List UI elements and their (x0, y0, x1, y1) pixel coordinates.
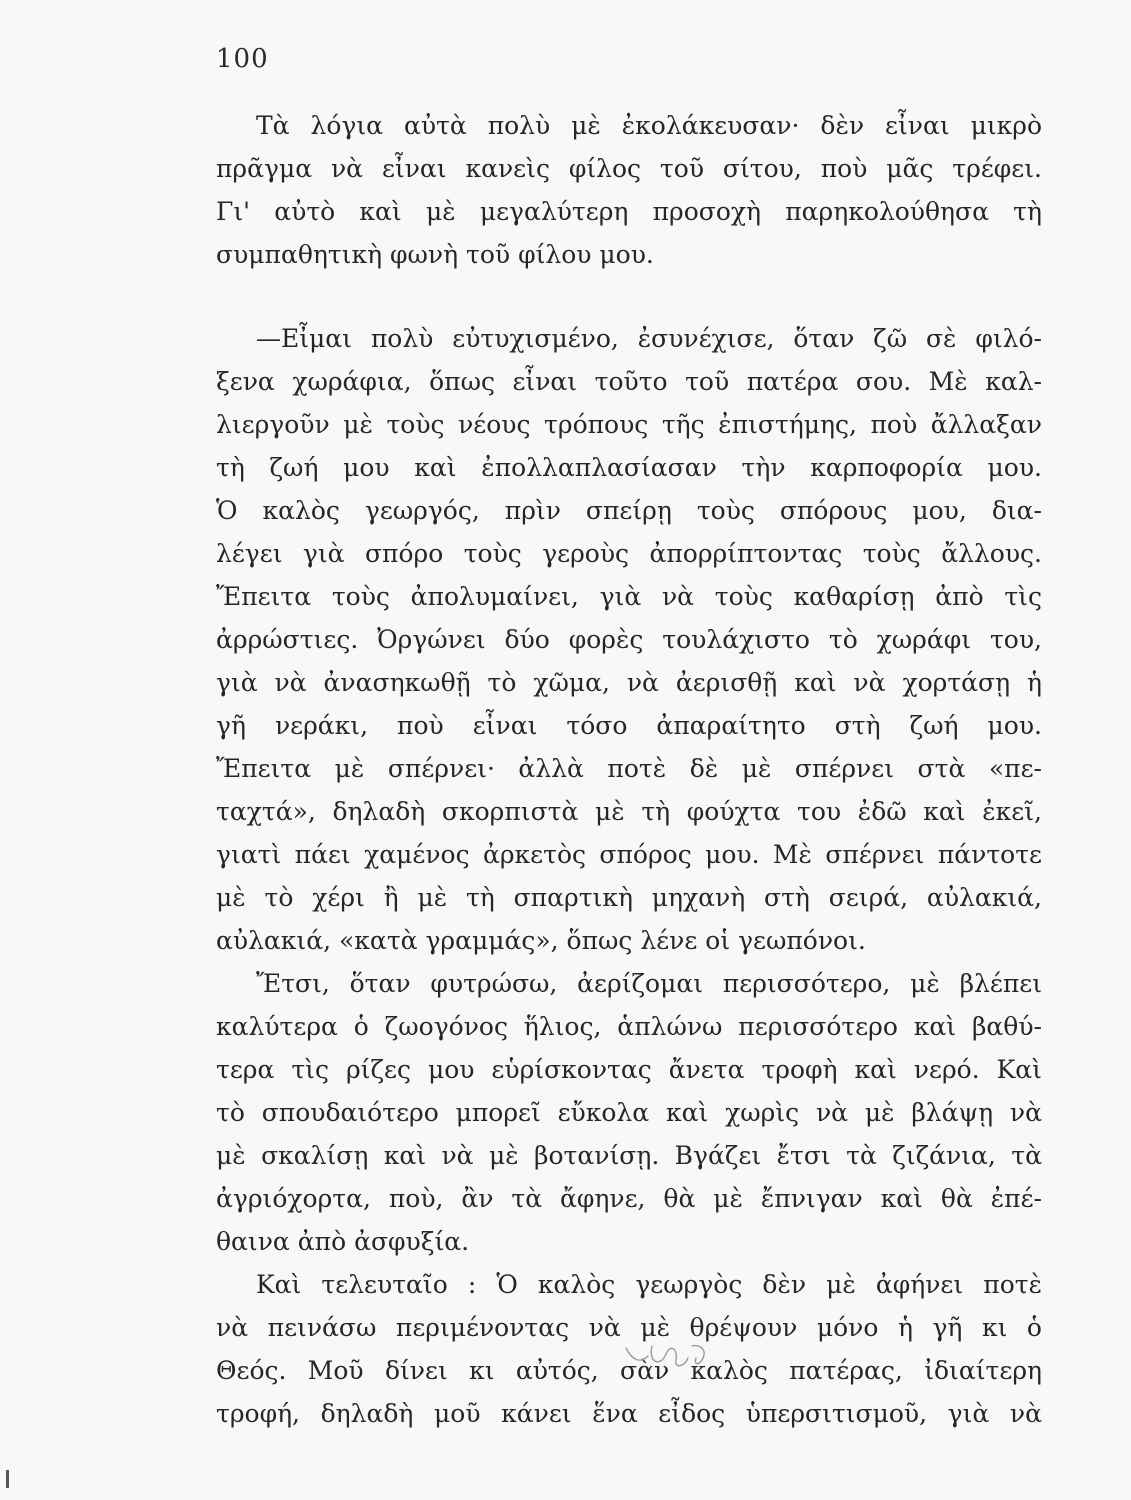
text-line: ταχτά», δηλαδὴ σκορπιστὰ μὲ τὴ φούχτα του ἐδῶ καὶ ἐκεῖ, (216, 797, 1042, 826)
text-line: τὸ σπουδαιότερο μπορεῖ εὔκολα καὶ χωρὶς νὰ μὲ βλάψῃ νὰ (216, 1098, 1042, 1127)
text-line: πρᾶγμα νὰ εἶναι κανεὶς φίλος τοῦ σίτου, ποὺ μᾶς τρέφει. (216, 154, 1042, 183)
text-line: νὰ πεινάσω περιμένοντας νὰ μὲ θρέψουν μόνο ἡ γῆ κι ὁ (216, 1313, 1042, 1342)
text-line: ἀγριόχορτα, ποὺ, ἂν τὰ ἄφηνε, θὰ μὲ ἔπνιγαν καὶ θὰ ἐπέ- (216, 1184, 1042, 1213)
text-line: ἀρρώστιες. Ὀργώνει δύο φορὲς τουλάχιστο τὸ χωράφι του, (216, 625, 1042, 654)
text-line: Ἔπειτα μὲ σπέρνει· ἀλλὰ ποτὲ δὲ μὲ σπέρνει στὰ «πε- (216, 754, 1042, 783)
text-line: Ἔπειτα τοὺς ἀπολυμαίνει, γιὰ νὰ τοὺς καθαρίσῃ ἀπὸ τὶς (216, 582, 1042, 611)
text-line: —Εἶμαι πολὺ εὐτυχισμένο, ἐσυνέχισε, ὅταν ζῶ σὲ φιλό- (256, 324, 1042, 353)
text-line: συμπαθητικὴ φωνὴ τοῦ φίλου μου. (216, 240, 654, 269)
text-line: τροφή, δηλαδὴ μοῦ κάνει ἕνα εἶδος ὑπερσιτισμοῦ, γιὰ νὰ (216, 1399, 1042, 1428)
text-line: ξενα χωράφια, ὅπως εἶναι τοῦτο τοῦ πατέρα σου. Μὲ καλ- (216, 367, 1042, 396)
text-line: καλύτερα ὁ ζωογόνος ἥλιος, ἁπλώνω περισσότερο καὶ βαθύ- (216, 1012, 1042, 1041)
text-line: Καὶ τελευταῖο : Ὁ καλὸς γεωργὸς δὲν μὲ ἀφήνει ποτὲ (256, 1270, 1042, 1299)
text-line: γιὰ νὰ ἀνασηκωθῇ τὸ χῶμα, νὰ ἀερισθῇ καὶ νὰ χορτάσῃ ἡ (216, 668, 1042, 697)
text-line: μὲ σκαλίσῃ καὶ νὰ μὲ βοτανίσῃ. Βγάζει ἔτσι τὰ ζιζάνια, τὰ (216, 1141, 1042, 1170)
text-line: Γι' αὐτὸ καὶ μὲ μεγαλύτερη προσοχὴ παρηκολούθησα τὴ (216, 197, 1042, 226)
paragraph-1 (216, 104, 1042, 276)
text-line: Τὰ λόγια αὐτὰ πολὺ μὲ ἐκολάκευσαν· δὲν εἶναι μικρὸ (256, 111, 1042, 140)
text-line: γῆ νεράκι, ποὺ εἶναι τόσο ἀπαραίτητο στὴ ζωή μου. (216, 711, 1042, 740)
text-line: τὴ ζωή μου καὶ ἐπολλαπλασίασαν τὴν καρποφορία μου. (216, 453, 1042, 482)
text-line: Ὁ καλὸς γεωργός, πρὶν σπείρῃ τοὺς σπόρους μου, δια- (216, 496, 1042, 525)
body-text (216, 104, 1042, 1435)
text-line: μὲ τὸ χέρι ἢ μὲ τὴ σπαρτικὴ μηχανὴ στὴ σειρά, αὐλακιά, (216, 883, 1042, 912)
text-line: Ἔτσι, ὅταν φυτρώσω, ἀερίζομαι περισσότερο, μὲ βλέπει (256, 969, 1042, 998)
paragraph-gap (216, 276, 1042, 317)
text-line: αὐλακιά, «κατὰ γραμμάς», ὅπως λένε οἱ γεωπόνοι. (216, 926, 866, 955)
margin-speck (6, 1470, 9, 1488)
text-line: Θεός. Μοῦ δίνει κι αὐτός, σὰν καλὸς πατέρας, ἰδιαίτερη (216, 1356, 1042, 1385)
paragraph-3 (216, 962, 1042, 1263)
pencil-scribble-icon (622, 1338, 712, 1372)
page-number: 100 (216, 44, 269, 74)
text-line: λιεργοῦν μὲ τοὺς νέους τρόπους τῆς ἐπιστήμης, ποὺ ἄλλαξαν (216, 410, 1042, 439)
text-line: γιατὶ πάει χαμένος ἀρκετὸς σπόρος μου. Μὲ σπέρνει πάντοτε (216, 840, 1042, 869)
text-line: τερα τὶς ρίζες μου εὑρίσκοντας ἄνετα τροφὴ καὶ νερό. Καὶ (216, 1055, 1042, 1084)
paragraph-2 (216, 317, 1042, 962)
text-line: λέγει γιὰ σπόρο τοὺς γεροὺς ἀπορρίπτοντας τοὺς ἄλλους. (216, 539, 1042, 568)
text-line: θαινα ἀπὸ ἀσφυξία. (216, 1227, 470, 1256)
